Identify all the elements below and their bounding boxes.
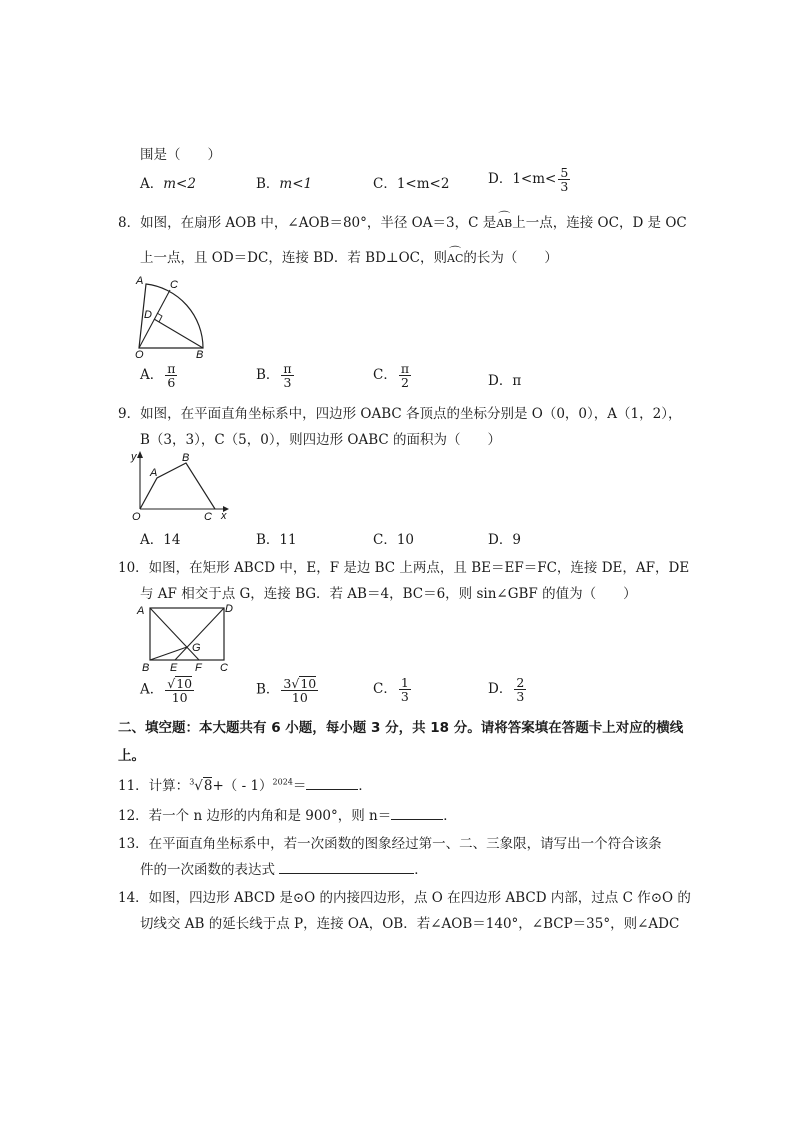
label-a: A — [137, 605, 145, 617]
q12-stem: 12．若一个 n 边形的内角和是 900°，则 n＝ ． — [118, 808, 457, 824]
q10-option-d: D． $\frac{2}{3}$ — [488, 675, 525, 705]
q9-option-a: A．14 — [140, 532, 181, 548]
q13-stem-line1: 13．在平面直角坐标系中，若一次函数的图象经过第一、二、三象限，请写出一个符合该条 — [118, 836, 662, 852]
q10-option-a: A． $\frac{√10}{10}$ — [140, 676, 193, 706]
q8-stem-line1: 8．如图，在扇形 AOB 中，∠AOB＝80°，半径 OA＝3，C 是⌒ AB上一点，连接 OC，D 是 OC — [118, 211, 687, 231]
label-d: D — [144, 309, 152, 321]
q8-option-c: C． $\frac{\pi}{2}$ — [373, 361, 410, 391]
label-o: O — [135, 349, 144, 360]
section-2-heading-cont: 上。 — [118, 748, 145, 764]
q9-stem-line1: 9．如图，在平面直角坐标系中，四边形 OABC 各顶点的坐标分别是 O（0，0），A（1，2）， — [118, 406, 682, 422]
label-o: O — [132, 511, 141, 520]
q11-answer-blank[interactable] — [306, 789, 358, 790]
q7-stem-continuation: 围是（ ） — [140, 147, 221, 163]
label-b: B — [142, 662, 150, 674]
q8-option-b: B． $\frac{\pi}{3}$ — [256, 361, 292, 391]
label-g: G — [192, 642, 201, 654]
q8-sector-figure — [130, 272, 215, 360]
q13-answer-blank[interactable] — [279, 873, 414, 874]
label-y: y — [131, 451, 137, 463]
y-axis-arrow — [137, 451, 143, 458]
q9-option-c: C．10 — [373, 532, 415, 548]
label-a: A — [136, 275, 144, 287]
q9-option-b: B．11 — [256, 532, 297, 548]
q10-stem-line1: 10．如图，在矩形 ABCD 中，E，F 是边 BC 上两点，且 BE＝EF＝FC，连接 DE，AF，DE — [118, 560, 690, 576]
rectangle-abcd — [150, 608, 224, 660]
q13-stem-line2: 件的一次函数的表达式 ． — [140, 862, 428, 878]
label-c: C — [170, 279, 178, 291]
label-d: D — [225, 603, 233, 615]
q8-option-a: A． $\frac{\pi}{6}$ — [140, 361, 176, 391]
q10-stem-line2: 与 AF 相交于点 G，连接 BG．若 AB＝4，BC＝6，则 sin∠GBF 的值为（ ） — [140, 586, 637, 602]
q7-option-a: A．m<2 — [140, 176, 196, 192]
label-c: C — [204, 511, 212, 520]
q8-stem-line2: 上一点，且 OD＝DC，连接 BD．若 BD⊥OC，则⌒ AC的长为（ ） — [140, 246, 558, 266]
section-2-heading: 二、填空题：本大题共有 6 小题，每小题 3 分，共 18 分。请将答案填在答题卡上对应的横线 — [118, 720, 684, 736]
label-x: x — [221, 510, 227, 520]
label-b: B — [182, 452, 190, 464]
q7-option-d: D．1<m< $\frac{5}{3}$ — [488, 165, 569, 195]
q10-option-c: C． $\frac{1}{3}$ — [373, 675, 409, 705]
label-f: F — [195, 662, 202, 674]
q9-coordinate-figure — [130, 448, 232, 520]
label-b: B — [196, 349, 204, 360]
q8-option-d: D．π — [488, 373, 522, 389]
label-a: A — [150, 467, 158, 479]
q9-option-d: D．9 — [488, 532, 521, 548]
q7-option-b: B．m<1 — [256, 176, 313, 192]
q11-stem: 11．计算：$^3$√8+（ - 1）$^{2024}$＝ ． — [118, 777, 372, 794]
q9-stem-line2: B（3，3），C（5，0），则四边形 OABC 的面积为（ ） — [140, 432, 502, 448]
label-c: C — [220, 662, 228, 674]
q12-answer-blank[interactable] — [391, 819, 443, 820]
q10-option-b: B． $\frac{3√10}{10}$ — [256, 676, 317, 706]
q14-stem-line1: 14．如图，四边形 ABCD 是⊙O 的内接四边形，点 O 在四边形 ABCD 内部，过点 C 作⊙O 的 — [118, 890, 691, 906]
label-e: E — [170, 662, 178, 674]
q10-rectangle-figure — [134, 602, 240, 674]
segment-bd — [154, 319, 203, 348]
q14-stem-line2: 切线交 AB 的延长线于点 P，连接 OA，OB．若∠AOB＝140°，∠BCP＝35°，则∠ADC — [140, 916, 680, 932]
q7-option-c: C．1<m<2 — [373, 176, 450, 192]
